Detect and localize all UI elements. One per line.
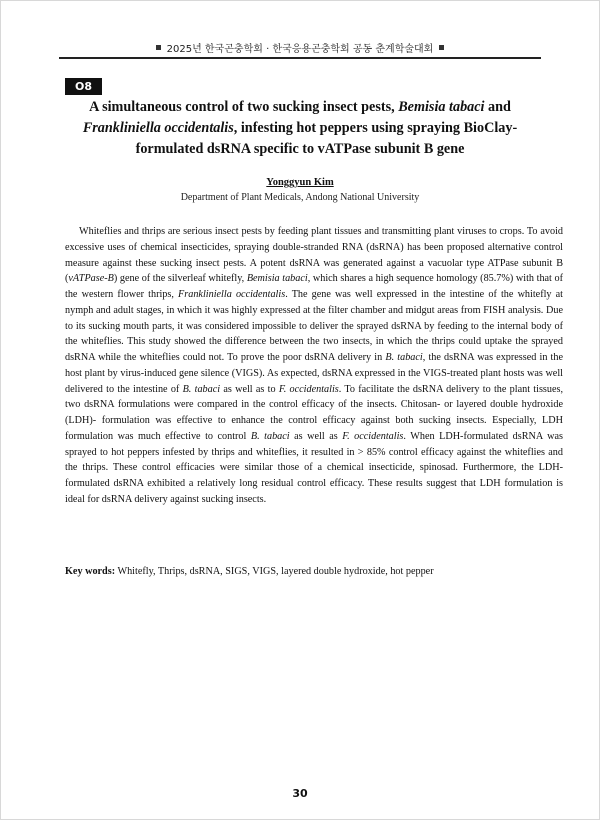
abstract-text: as well as to bbox=[220, 383, 279, 395]
title-text: A simultaneous control of two sucking insect pests, bbox=[89, 99, 399, 115]
species-name: Frankliniella occidentalis bbox=[178, 289, 286, 300]
title-text: , infesting hot peppers using spraying BioClay-formulated dsRNA specific to vATPase subunit B gene bbox=[135, 120, 518, 157]
species-name: B. tabaci bbox=[250, 430, 290, 442]
paper-title bbox=[65, 97, 535, 160]
title-text: and bbox=[484, 99, 511, 115]
author-affiliation: Department of Plant Medicals, Andong National University bbox=[180, 192, 420, 203]
square-bullet-icon bbox=[439, 45, 444, 50]
abstract-text: , which shares a high sequence homology (85.7%) with that of the western flower thrips, bbox=[65, 273, 563, 300]
abstract-text: ) gene of the silverleaf whitefly, bbox=[113, 273, 247, 285]
species-name: B. tabaci bbox=[182, 383, 221, 395]
keywords-line bbox=[65, 566, 563, 577]
abstract-text: , the dsRNA was expressed in the host plant by virus-induced gene silence (VIGS). As expected, dsRNA expressed in the VIGS-treated plant hosts was well delivered to the intestine of bbox=[65, 352, 564, 395]
conference-header bbox=[59, 37, 541, 59]
page-number: 30 bbox=[292, 787, 308, 800]
presentation-badge: O8 bbox=[65, 78, 102, 95]
species-name: F. occidentalis bbox=[278, 383, 339, 395]
species-name: Bemisia tabaci bbox=[246, 273, 308, 285]
species-name: F. occidentalis bbox=[342, 430, 404, 442]
abstract-text: Whiteflies and thrips are serious insect pests by feeding plant tissues and transmitting plant viruses to crops. To avoid excessive uses of chemical insecticides, spraying double-stranded RNA (dsRNA) has been proposed alternative control measure against these sucking insect pests. A potent dsRNA was generated against a vacuolar type ATPase subunit B ( bbox=[65, 226, 563, 285]
square-bullet-icon bbox=[156, 45, 161, 50]
title-species: Bemisia tabaci bbox=[398, 99, 485, 115]
author-name: Yonggyun Kim bbox=[266, 177, 334, 188]
title-species: Frankliniella occidentalis bbox=[82, 120, 234, 136]
abstract-body bbox=[65, 224, 563, 508]
keywords-text: Whitefly, Thrips, dsRNA, SIGS, VIGS, layered double hydroxide, hot pepper bbox=[115, 566, 434, 577]
gene-name: vATPase-B bbox=[68, 273, 114, 285]
abstract-text: as well as bbox=[289, 430, 343, 442]
abstract-text: . When LDH-formulated dsRNA was sprayed to hot peppers infested by thrips and whiteflies, it resulted in > 85% control efficacy against the whiteflies and the thrips. These control efficacies were similar those of a chemical insecticide, spinosad. Furthermore, the LDH-formulated dsRNA exhibited a relatively long residual control efficacy. These results suggest that LDH formulation is ideal for dsRNA delivery against sucking insects. bbox=[65, 430, 564, 505]
conference-title: 2025년 한국곤충학회 · 한국응용곤충학회 공동 춘계학술대회 bbox=[166, 43, 434, 55]
species-name: B. tabaci bbox=[385, 352, 423, 363]
keywords-label: Key words: bbox=[65, 566, 116, 577]
abstract-text: . To facilitate the dsRNA delivery to the plant tissues, two dsRNA formulations were compared in the control efficacy of the insects. Chitosan- or layered double hydroxide (LDH)- formulation was effective to enhance the control efficacy against both sucking insects. Especially, LDH formulation was much effective to control bbox=[65, 383, 564, 442]
abstract-text: . The gene was well expressed in the intestine of the whitefly at nymph and adult stages, in which it was highly expressed at the filter chamber and midgut areas from FISH analysis. Due to its sucking mouth parts, it was considered impossible to deliver the sprayed dsRNA by feeding to the internal body of the whiteflies. This study showed the difference between the two insects, in which the thrips could uptake the sprayed dsRNA while the whiteflies could not. To prove the poor dsRNA delivery in bbox=[65, 289, 564, 363]
